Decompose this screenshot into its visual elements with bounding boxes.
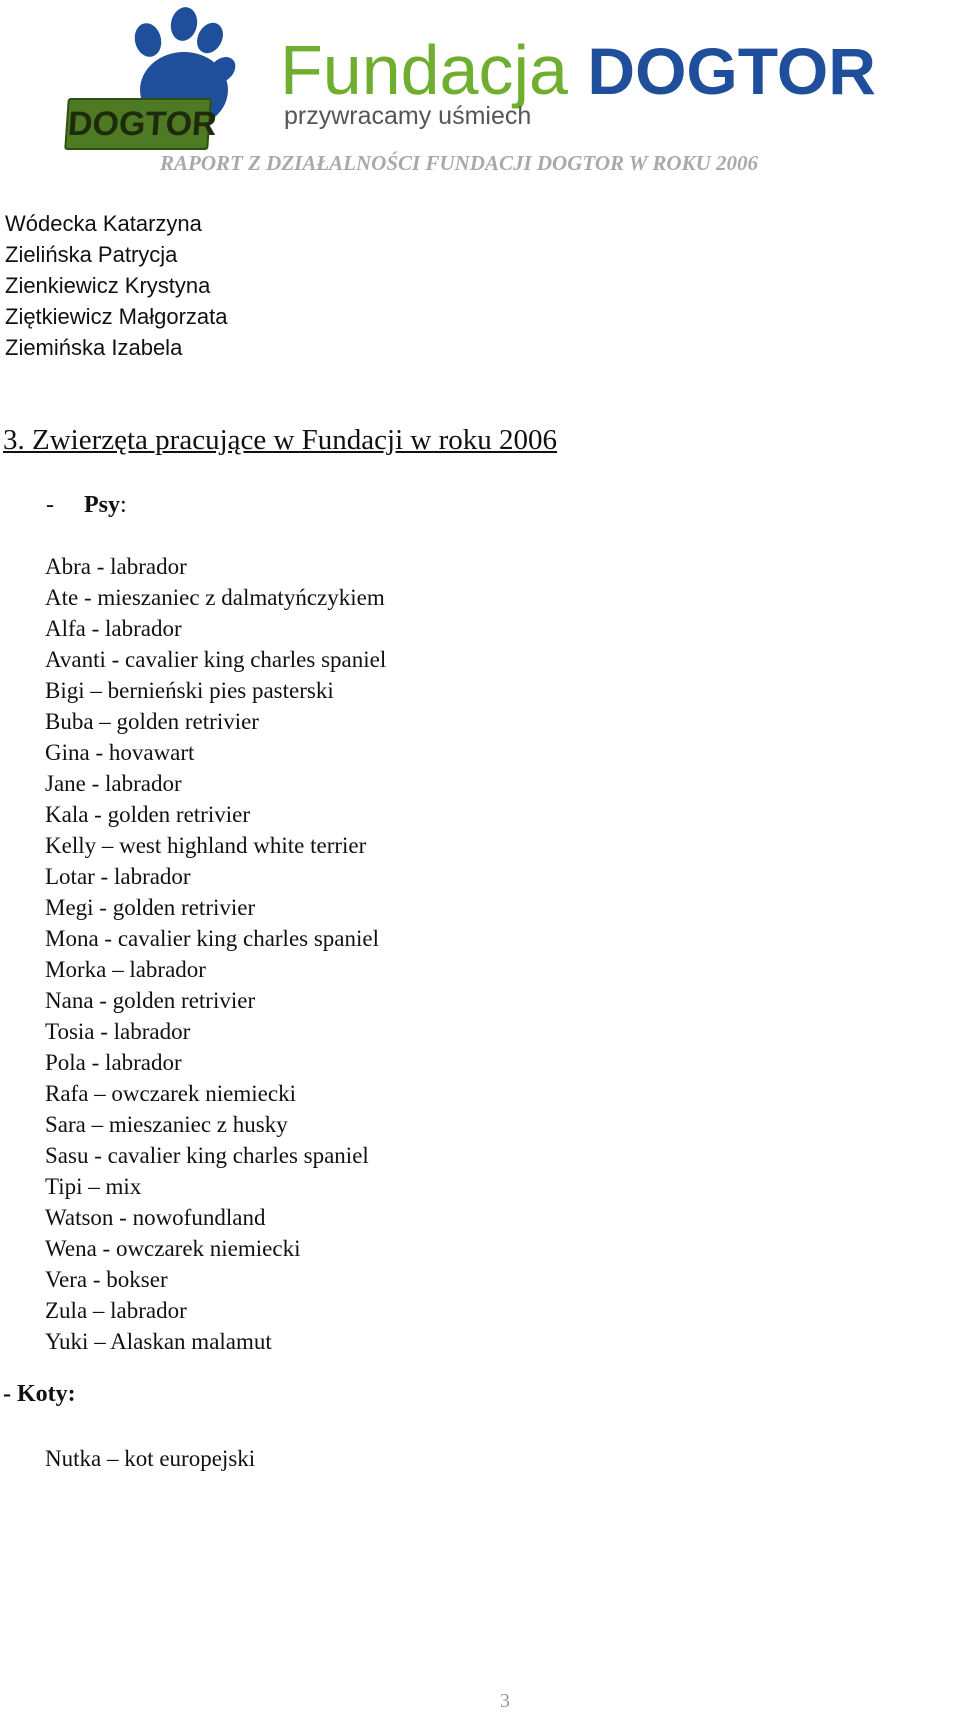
- name-item: Wódecka Katarzyna: [5, 211, 202, 236]
- dog-item: Mona - cavalier king charles spaniel: [45, 926, 380, 951]
- dog-item: Buba – golden retrivier: [45, 709, 259, 734]
- logo-title-dogtor: DOGTOR: [587, 34, 876, 108]
- dog-item: Nana - golden retrivier: [45, 988, 256, 1013]
- dog-item: Watson - nowofundland: [45, 1205, 266, 1230]
- name-item: Zienkiewicz Krystyna: [5, 273, 211, 298]
- dog-item: Rafa – owczarek niemiecki: [45, 1081, 296, 1106]
- dogs-heading-colon: :: [120, 492, 127, 518]
- dog-item: Morka – labrador: [45, 957, 206, 982]
- foundation-logo: [62, 4, 960, 154]
- dog-item: Sasu - cavalier king charles spaniel: [45, 1143, 369, 1168]
- name-item: Ziętkiewicz Małgorzata: [5, 304, 228, 329]
- cats-list: [45, 1443, 255, 1474]
- dog-item: Jane - labrador: [45, 771, 182, 796]
- logo-tagline: przywracamy uśmiech: [284, 102, 532, 130]
- dog-item: Gina - hovawart: [45, 740, 195, 765]
- dog-item: Megi - golden retrivier: [45, 895, 256, 920]
- page-number: 3: [500, 1690, 510, 1712]
- dog-item: Yuki – Alaskan malamut: [45, 1329, 272, 1354]
- dogs-heading-dash: -: [46, 492, 54, 518]
- section-title: 3. Zwierzęta pracujące w Fundacji w roku 2006: [3, 424, 558, 456]
- dog-item: Kelly – west highland white terrier: [45, 833, 367, 858]
- dog-item: Lotar - labrador: [45, 864, 191, 889]
- dog-item: Sara – mieszaniec z husky: [45, 1112, 288, 1137]
- logo-title-fundacja: Fundacja: [280, 31, 568, 109]
- dog-item: Tosia - labrador: [45, 1019, 191, 1044]
- logo-badge: DOGTOR: [64, 98, 212, 150]
- dog-item: Avanti - cavalier king charles spaniel: [45, 647, 387, 672]
- dog-item: Bigi – bernieński pies pasterski: [45, 678, 334, 703]
- dog-item: Zula – labrador: [45, 1298, 187, 1323]
- dogs-heading-label: Psy: [84, 492, 120, 518]
- dog-item: Vera - bokser: [45, 1267, 168, 1292]
- cats-heading: - Koty:: [3, 1381, 76, 1407]
- dog-item: Pola - labrador: [45, 1050, 182, 1075]
- dog-item: Tipi – mix: [45, 1174, 142, 1199]
- cat-item: Nutka – kot europejski: [45, 1446, 256, 1471]
- dog-item: Ate - mieszaniec z dalmatyńczykiem: [45, 585, 385, 610]
- names-list: [5, 208, 228, 363]
- name-item: Ziemińska Izabela: [5, 335, 183, 360]
- dogs-heading: [46, 492, 127, 519]
- dog-item: Wena - owczarek niemiecki: [45, 1236, 301, 1261]
- name-item: Zielińska Patrycja: [5, 242, 178, 267]
- dogs-list: [45, 551, 386, 1357]
- dog-item: Abra - labrador: [45, 554, 187, 579]
- logo-title: [280, 30, 876, 111]
- report-header: RAPORT Z DZIAŁALNOŚCI FUNDACJI DOGTOR W ROKU 2006: [160, 151, 759, 175]
- dog-item: Kala - golden retrivier: [45, 802, 250, 827]
- dog-item: Alfa - labrador: [45, 616, 182, 641]
